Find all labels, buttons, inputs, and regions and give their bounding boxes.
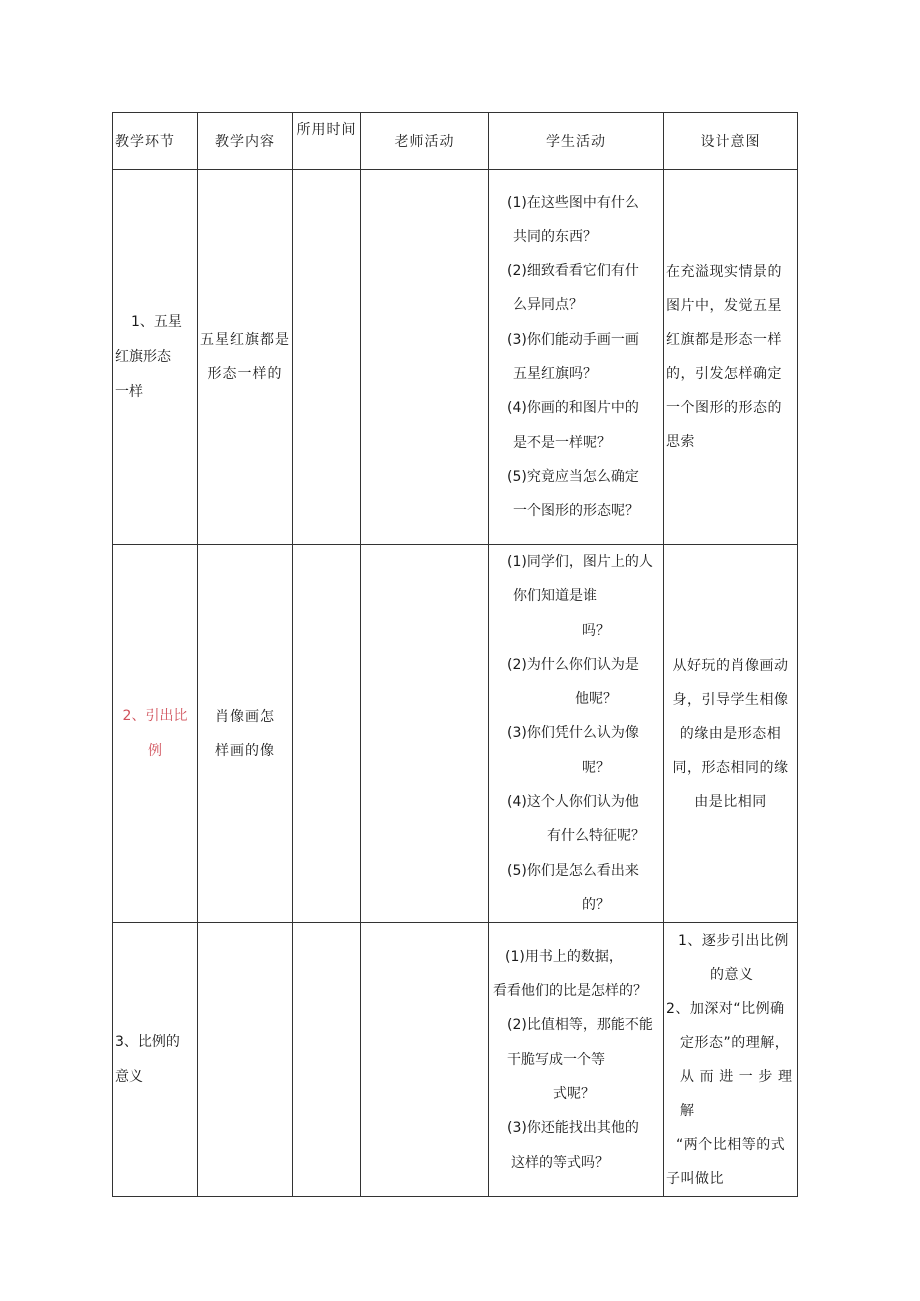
- table-row: [113, 170, 798, 545]
- question-text: (3)你还能找出其他的: [507, 1120, 639, 1137]
- lesson-plan-table: [112, 112, 798, 1197]
- intent-text: 1、逐步引出比例: [678, 932, 789, 949]
- intent-text: 的缘由是形态相: [679, 725, 782, 742]
- question-item: [507, 323, 661, 392]
- question-item: [507, 460, 661, 529]
- intent-text: 同，形态相同的缘: [672, 759, 789, 776]
- question-text: (3)你们能动手画一画: [507, 331, 639, 348]
- student-cell: [489, 545, 664, 923]
- question-text: 这样的等式吗？: [511, 1154, 609, 1171]
- question-item: [507, 186, 661, 255]
- header-row: [113, 113, 798, 170]
- question-text: 是不是一样呢？: [513, 434, 611, 451]
- stage-text: 3、比例的: [115, 1033, 180, 1050]
- stage-text: 2、引出比: [122, 707, 188, 724]
- intent-text: “两个比相等的式: [676, 1136, 786, 1153]
- header-content: 教学内容: [198, 113, 293, 170]
- intent-cell: [664, 923, 798, 1197]
- question-text: (2)为什么你们认为是: [507, 656, 639, 673]
- intent-cell: [664, 170, 798, 545]
- time-cell: [293, 170, 361, 545]
- question-text: (5)究竟应当怎么确定: [507, 468, 639, 485]
- content-cell: [198, 170, 293, 545]
- time-cell: [293, 923, 361, 1197]
- question-text: (3)你们凭什么认为像: [507, 725, 639, 742]
- header-intent: 设计意图: [664, 113, 798, 170]
- question-item: [507, 854, 661, 923]
- question-item: [493, 1111, 661, 1180]
- student-cell: [489, 170, 664, 545]
- question-text: 干脆写成一个等: [507, 1051, 605, 1068]
- stage-text: 意义: [115, 1068, 143, 1085]
- header-student: 学生活动: [489, 113, 664, 170]
- question-text: 看看他们的比是怎样的？: [493, 983, 647, 1000]
- content-cell: [198, 923, 293, 1197]
- question-text: (2)细致看看它们有什: [507, 263, 639, 280]
- intent-text: 身，引导学生相像: [672, 691, 789, 708]
- student-cell: [489, 923, 664, 1197]
- intent-cell: [664, 545, 798, 923]
- stage-text: 1、五星: [131, 313, 182, 330]
- intent-text: 图片中，发觉五星: [666, 298, 782, 314]
- intent-text: 2、加深对“比例确: [666, 1000, 785, 1017]
- intent-text: 的，引发怎样确定: [666, 366, 782, 382]
- question-item: [507, 254, 661, 323]
- question-item: [507, 391, 661, 460]
- question-text: 他呢？: [575, 691, 617, 708]
- question-item: [507, 716, 661, 785]
- table-row: [113, 545, 798, 923]
- question-text: 五星红旗吗？: [513, 366, 597, 382]
- question-item: [507, 785, 661, 854]
- content-text: 形态一样的: [207, 366, 283, 382]
- teacher-cell: [361, 545, 489, 923]
- intent-text: 定形态”的理解，: [680, 1034, 790, 1051]
- question-item: [493, 1008, 661, 1111]
- question-text: 么异同点？: [513, 297, 583, 314]
- question-text: 共同的东西？: [513, 228, 597, 245]
- question-text: (1)在这些图中有什么: [507, 194, 639, 211]
- time-cell: [293, 545, 361, 923]
- intent-text: 思索: [666, 434, 695, 450]
- question-text: (1)同学们，图片上的人: [507, 554, 653, 570]
- teacher-cell: [361, 923, 489, 1197]
- question-text: 呢？: [582, 759, 610, 776]
- question-text: (1)用书上的数据，: [505, 948, 623, 965]
- question-text: 你们知道是谁: [513, 588, 597, 605]
- header-time: 所用时间: [293, 113, 361, 170]
- intent-text: 从好玩的肖像画动: [672, 657, 789, 674]
- content-text: 肖像画怎: [215, 708, 275, 725]
- content-text: 样画的像: [215, 742, 275, 759]
- stage-cell: [113, 170, 198, 545]
- question-text: (2)比值相等，那能不能: [507, 1017, 653, 1034]
- question-text: (4)你画的和图片中的: [507, 400, 639, 417]
- stage-cell: [113, 923, 198, 1197]
- content-text: 五星红旗都是: [200, 332, 290, 348]
- content-cell: [198, 545, 293, 923]
- stage-text: 例: [148, 742, 162, 759]
- intent-text: 由是比相同: [694, 793, 767, 810]
- question-text: 吗？: [582, 622, 610, 639]
- question-text: (5)你们是怎么看出来: [507, 862, 639, 879]
- stage-text: 一样: [115, 383, 143, 400]
- question-text: 有什么特征呢？: [547, 828, 645, 845]
- intent-text: 从而进一步理解: [680, 1068, 795, 1119]
- intent-text: 子叫做比: [666, 1170, 724, 1187]
- intent-text: 在充溢现实情景的: [666, 264, 782, 280]
- intent-text: 一个图形的形态的: [666, 400, 782, 416]
- question-text: 一个图形的形态呢？: [513, 503, 639, 520]
- header-stage: 教学环节: [113, 113, 198, 170]
- question-text: 的？: [582, 896, 610, 913]
- question-item: [507, 648, 661, 717]
- teacher-cell: [361, 170, 489, 545]
- stage-text: 红旗形态: [115, 348, 171, 365]
- question-text: (4)这个人你们认为他: [507, 794, 639, 811]
- question-text: 式呢？: [553, 1085, 595, 1102]
- intent-text: 红旗都是形态一样: [666, 332, 782, 348]
- question-item: [507, 545, 661, 648]
- intent-text: 的意义: [710, 966, 754, 983]
- stage-cell: [113, 545, 198, 923]
- header-teacher: 老师活动: [361, 113, 489, 170]
- table-row: [113, 923, 798, 1197]
- question-item: [493, 940, 661, 1009]
